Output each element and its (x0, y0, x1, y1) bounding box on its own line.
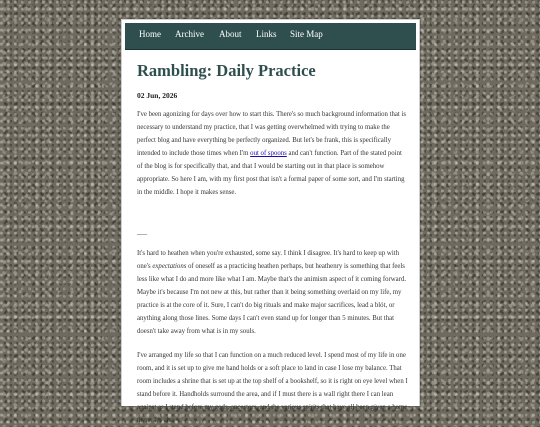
paragraph-2-text-end: of oneself as a practicing heathen perhaps, but heathenry is something that feels less like what I do and more like what I am. Maybe that's the animism aspect of it coming forward. Maybe it's because I'm not new at this, but rather than it being something overlaid on my life, my practice is at the core of it. Sure, I can't do big rituals and make major sacrifices, lead a blót, or anything along those lines. Some days I can't even stand up for longer than 5 minutes. But that doesn't take away from what is in my souls. (137, 263, 407, 335)
nav-archive-link[interactable]: Archive (175, 29, 204, 39)
nav-links-link[interactable]: Links (256, 29, 277, 39)
paragraph-1-text-start: I've been agonizing for days over how to start this. There's so much background information that is necessary to understand my practice, that I was getting overwhelmed with trying to make the perfect blog and have everything be perfectly organized. But let's be frank, this is specifically intended to include those times when I'm (137, 111, 407, 157)
paragraph-2-text-start: It's hard to heathen when you're exhausted, some say. I think I disagree. It's hard to keep up with one's (137, 250, 400, 270)
post-date: 02 Jun, 2026 (137, 91, 178, 100)
post-paragraph-2 (137, 247, 408, 338)
post-paragraph-3: I've arranged my life so that I can function on a much reduced level. I spend most of my life in one room, and it is set up to give me hand holds or a soft place to land in case I lose my balance. That room includes a shrine that is set up at the top shelf of a bookshelf, so it is right on eye level when I stand before it. Handholds surround the area, and if I must there is a wall right there I can lean against as I stand before my gods, ancestors, and the various spirits that have all been given a home there. It's also (137, 352, 408, 424)
nav-about-link[interactable]: About (219, 29, 242, 39)
post-title: Rambling: Daily Practice (137, 61, 316, 80)
out-of-spoons-link[interactable]: out of spoons (250, 150, 287, 157)
nav-sitemap-link[interactable]: Site Map (290, 29, 323, 39)
page-container (121, 19, 420, 424)
section-separator: ___ (137, 229, 148, 236)
expectations-emphasis: expectations (152, 263, 187, 270)
nav-home-link[interactable]: Home (139, 29, 161, 39)
post-paragraph-1 (137, 108, 408, 199)
paragraph-1-text-end: and can't function. Part of the stated point of the blog is for specifically that, and that I would be starting out in that place is somehow appropriate. So here I am, with my first post that isn't a formal paper of some sort, and I'm starting in the middle. I hope it makes sense. (137, 150, 405, 196)
top-nav (125, 23, 416, 50)
